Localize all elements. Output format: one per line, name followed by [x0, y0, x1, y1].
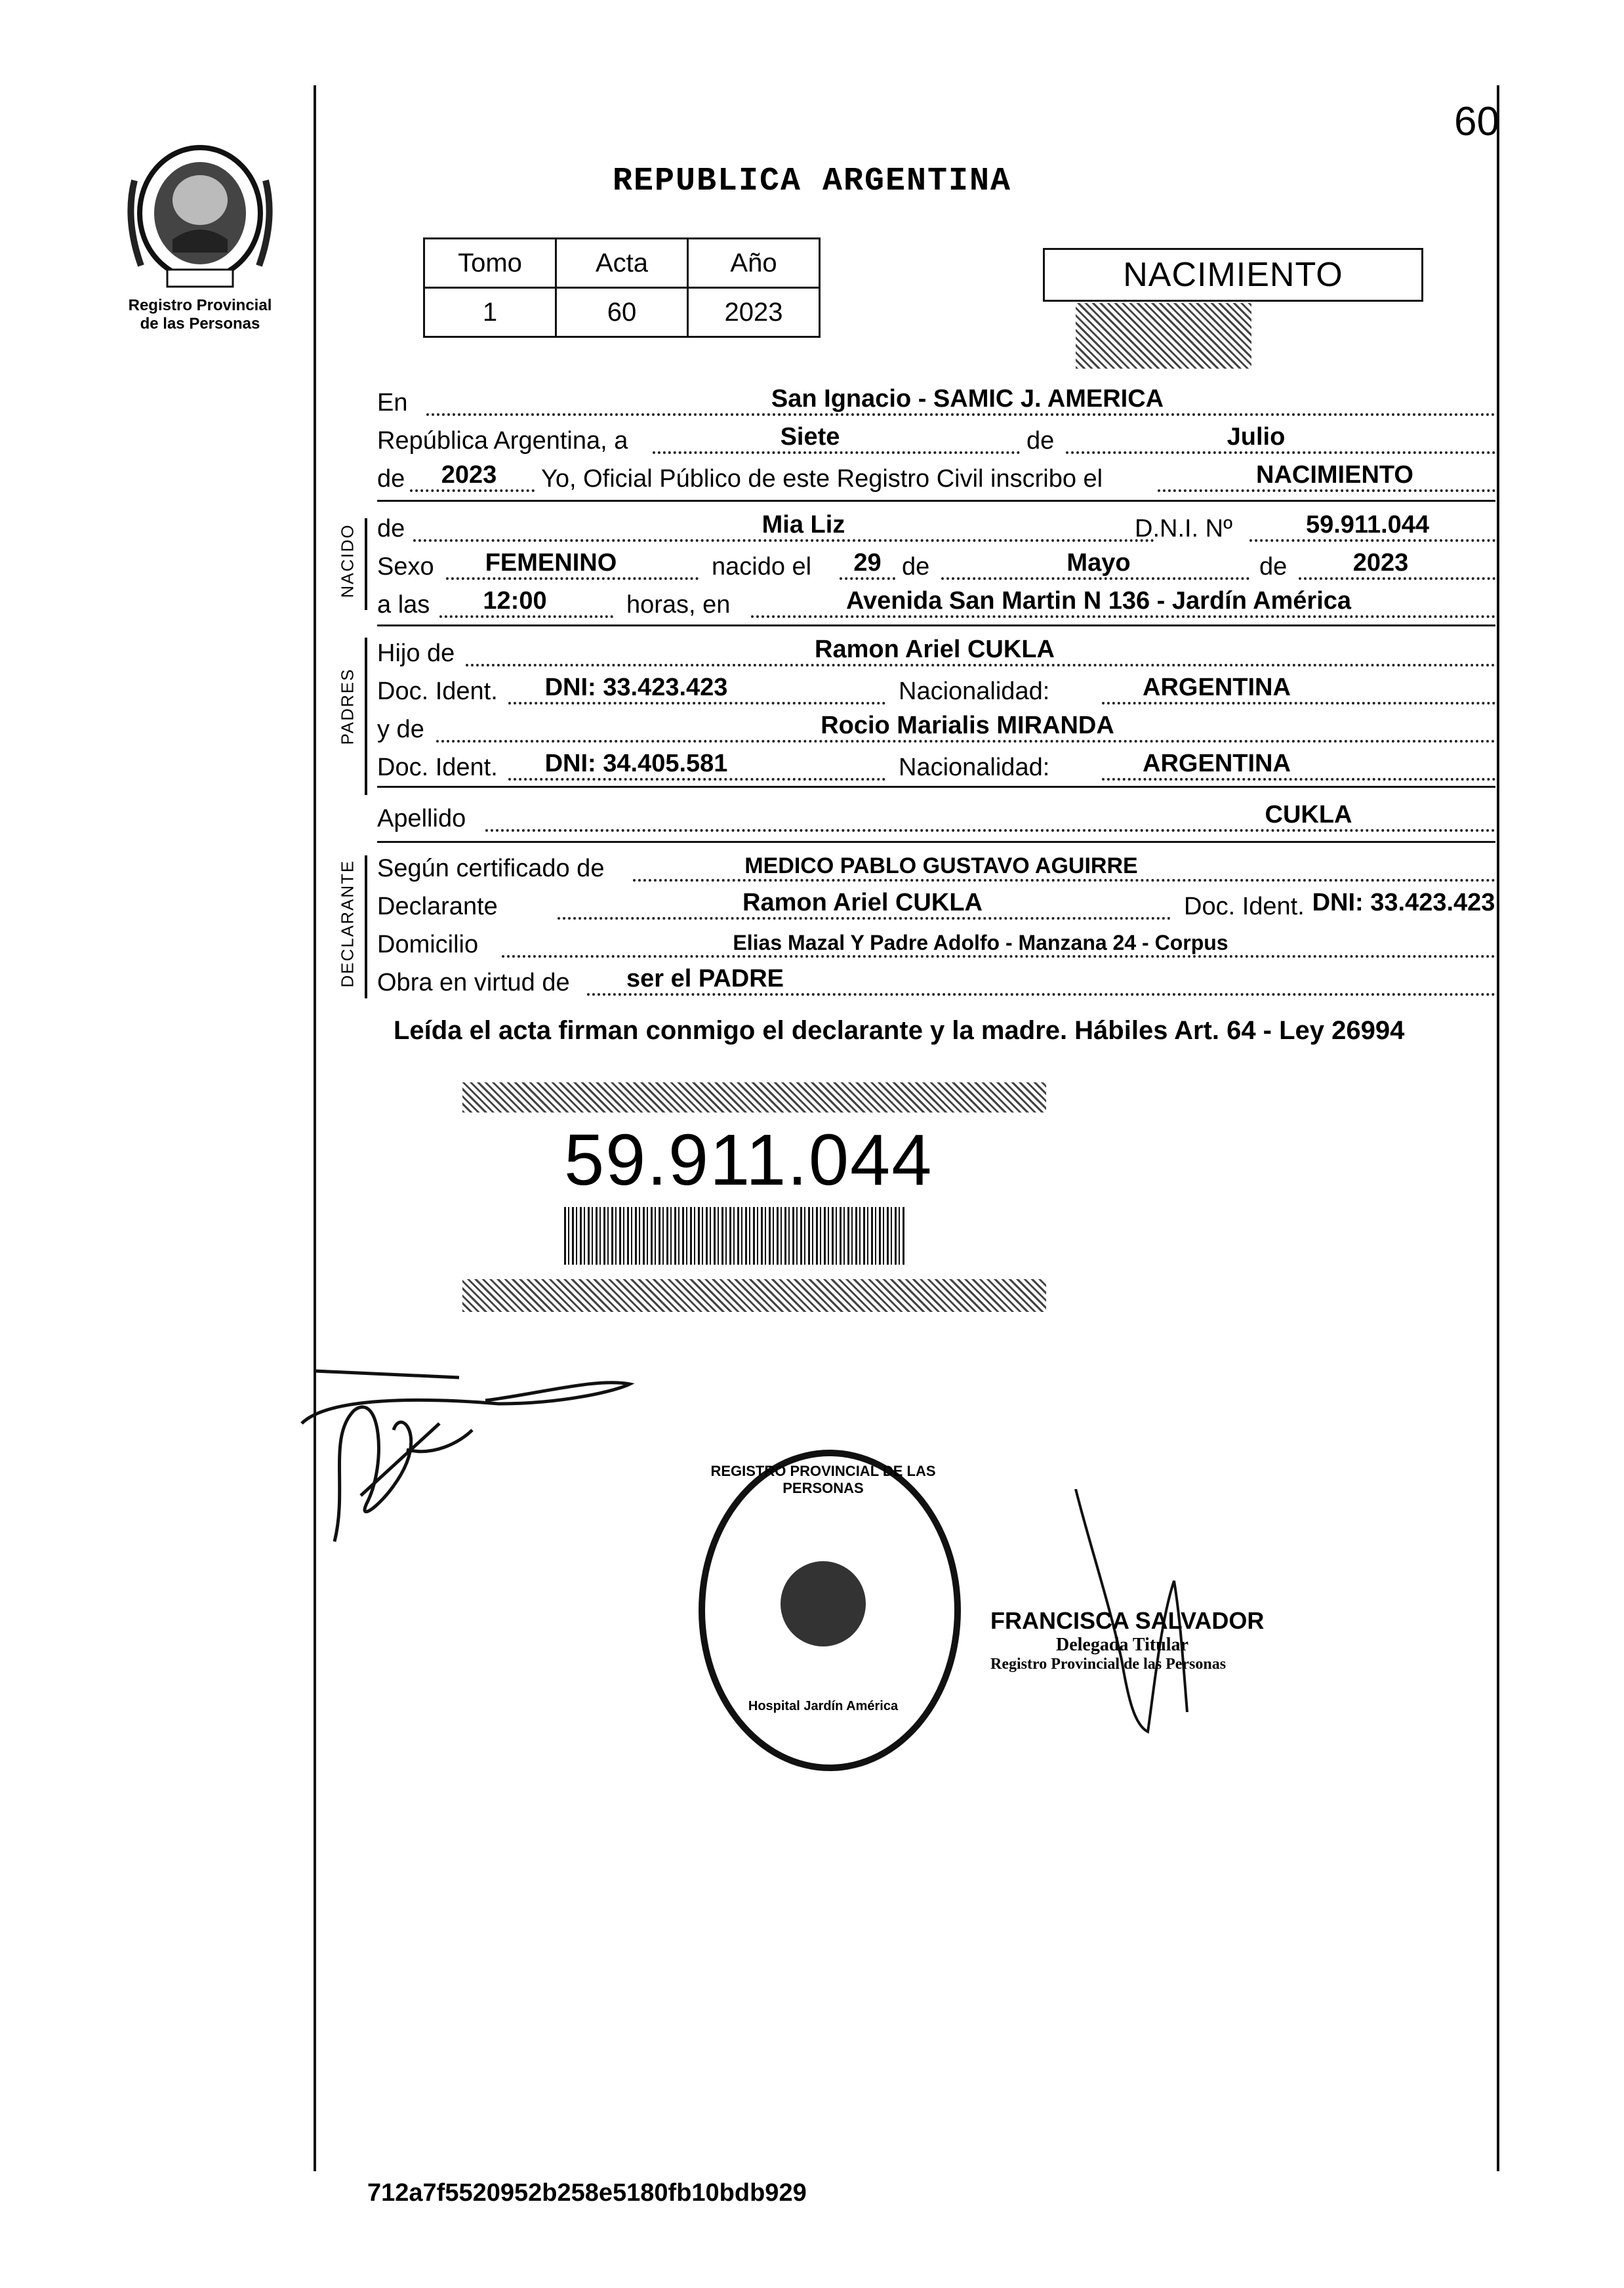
firma-registro: Registro Provincial de las Personas: [990, 1656, 1227, 1673]
firma-cargo: Delegada Titular: [1056, 1635, 1188, 1655]
value-sexo: FEMENINO: [485, 549, 617, 577]
label-obra: Obra en virtud de: [377, 969, 570, 996]
value-apellido: CUKLA: [1265, 801, 1352, 828]
value-madre-nac: ARGENTINA: [1143, 750, 1291, 777]
row-fecha: [377, 417, 1495, 458]
seal-subtext: Hospital Jardín América: [748, 1699, 899, 1713]
label-de2: de: [377, 465, 405, 493]
label-dni: D.N.I. Nº: [1135, 515, 1232, 542]
label-de-mes: de: [902, 553, 930, 581]
row-nombre: [377, 505, 1495, 546]
section-declarante: DECLARANTE: [337, 859, 357, 988]
label-nacionalidad2: Nacionalidad:: [899, 754, 1050, 781]
registro-table: [423, 237, 821, 338]
firma-nombre: FRANCISCA SALVADOR: [990, 1607, 1265, 1634]
seal-text: REGISTRO PROVINCIAL DE LAS PERSONAS: [710, 1463, 936, 1496]
value-anio-nac: 2023: [1352, 549, 1409, 577]
value-anio: 2023: [441, 461, 497, 489]
value-dia: Siete: [780, 423, 840, 451]
row-domicilio: [377, 921, 1495, 962]
value-domicilio: Elias Mazal Y Padre Adolfo - Manzana 24 - Corpus: [733, 931, 1228, 954]
value-mes-nac: Mayo: [1066, 549, 1131, 577]
logo-caption-line1: Registro Provincial: [128, 296, 272, 314]
label-segun: Según certificado de: [377, 855, 605, 882]
section-bar-nacido: [365, 518, 367, 610]
anio-value: 2023: [688, 288, 820, 337]
value-padre-nac: ARGENTINA: [1143, 674, 1291, 701]
value-lugar: San Ignacio - SAMIC J. AMERICA: [771, 385, 1164, 413]
label-domicilio: Domicilio: [377, 931, 479, 958]
value-nombre: Mia Liz: [761, 511, 845, 539]
value-declarante: Ramon Ariel CUKLA: [742, 889, 983, 916]
row-lugar: [377, 379, 1495, 420]
row-hora: [377, 581, 1495, 622]
value-certificado: MEDICO PABLO GUSTAVO AGUIRRE: [744, 853, 1138, 878]
label-nacido-de: de: [377, 515, 405, 542]
label-sexo: Sexo: [377, 553, 434, 581]
value-madre: Rocio Marialis MIRANDA: [821, 712, 1114, 739]
label-nacido-el: nacido el: [712, 553, 812, 581]
label-a-las: a las: [377, 591, 430, 619]
value-lugar-nac: Avenida San Martin N 136 - Jardín América: [845, 587, 1352, 615]
label-nacionalidad: Nacionalidad:: [899, 678, 1050, 705]
value-madre-doc: DNI: 34.405.581: [544, 750, 728, 777]
row-inscripcion: [377, 455, 1495, 496]
signature-declarante: [289, 1332, 656, 1568]
label-republica: República Argentina, a: [377, 427, 628, 455]
row-certificado: [377, 845, 1495, 886]
value-dni: 59.911.044: [1305, 511, 1430, 539]
right-margin-line: [1497, 85, 1499, 2171]
row-madre-doc: [377, 744, 1495, 785]
label-doc-ident: Doc. Ident.: [377, 678, 498, 705]
stamp-pattern-bottom: [462, 1279, 1046, 1312]
section-bar-declarante: [365, 855, 367, 998]
label-doc-ident3: Doc. Ident.: [1184, 893, 1305, 920]
logo-caption-line2: de las Personas: [140, 315, 260, 333]
label-y-de: y de: [377, 716, 424, 743]
label-de: de: [1026, 427, 1055, 455]
document-title: REPUBLICA ARGENTINA: [612, 163, 1012, 200]
section-bar-padres: [365, 638, 367, 795]
nota-legal: Leída el acta firman conmigo el declarante y la madre. Hábiles Art. 64 - Ley 26994: [394, 1016, 1405, 1045]
acta-header: Acta: [556, 239, 688, 288]
row-sexo: [377, 543, 1495, 584]
value-tipo: NACIMIENTO: [1256, 461, 1413, 489]
section-padres: PADRES: [337, 668, 357, 745]
row-obra: [377, 959, 1495, 1000]
row-madre: [377, 706, 1495, 746]
tomo-value: 1: [424, 288, 556, 337]
label-oficial: Yo, Oficial Público de este Registro Civil inscribo el: [541, 465, 1103, 493]
value-hora: 12:00: [483, 587, 547, 615]
row-padre-doc: [377, 668, 1495, 708]
value-padre-doc: DNI: 33.423.423: [544, 674, 728, 701]
label-doc-ident2: Doc. Ident.: [377, 754, 498, 781]
label-apellido: Apellido: [377, 805, 466, 832]
page-number: 60: [1454, 99, 1499, 144]
divider-4: [377, 841, 1495, 843]
value-dia-nac: 29: [853, 549, 882, 577]
row-apellido: [377, 795, 1495, 836]
row-padre: [377, 630, 1495, 670]
value-padre: Ramon Ariel CUKLA: [815, 636, 1055, 663]
value-declarante-doc: DNI: 33.423.423: [1312, 889, 1495, 916]
anio-header: Año: [688, 239, 820, 288]
acta-value: 60: [556, 288, 688, 337]
section-nacido: NACIDO: [337, 523, 357, 598]
tomo-header: Tomo: [424, 239, 556, 288]
label-de-anio: de: [1259, 553, 1288, 581]
security-pattern: [1076, 303, 1251, 369]
label-horas-en: horas, en: [626, 591, 731, 619]
divider-1: [377, 500, 1495, 502]
tipo-acta-box: NACIMIENTO: [1043, 248, 1423, 302]
value-mes: Julio: [1227, 423, 1286, 451]
left-margin-line: [314, 85, 316, 2171]
row-declarante: [377, 883, 1495, 924]
divider-2: [377, 624, 1495, 626]
value-obra: ser el PADRE: [626, 965, 784, 992]
divider-3: [377, 786, 1495, 788]
barcode: [564, 1207, 905, 1265]
dni-stamp-number: 59.911.044: [564, 1120, 933, 1200]
label-hijo-de: Hijo de: [377, 640, 455, 667]
label-declarante: Declarante: [377, 893, 498, 920]
label-en: En: [377, 389, 408, 417]
document-hash: 712a7f5520952b258e5180fb10bdb929: [367, 2179, 807, 2207]
seal-center: [781, 1561, 866, 1646]
stamp-pattern-top: [462, 1082, 1046, 1113]
